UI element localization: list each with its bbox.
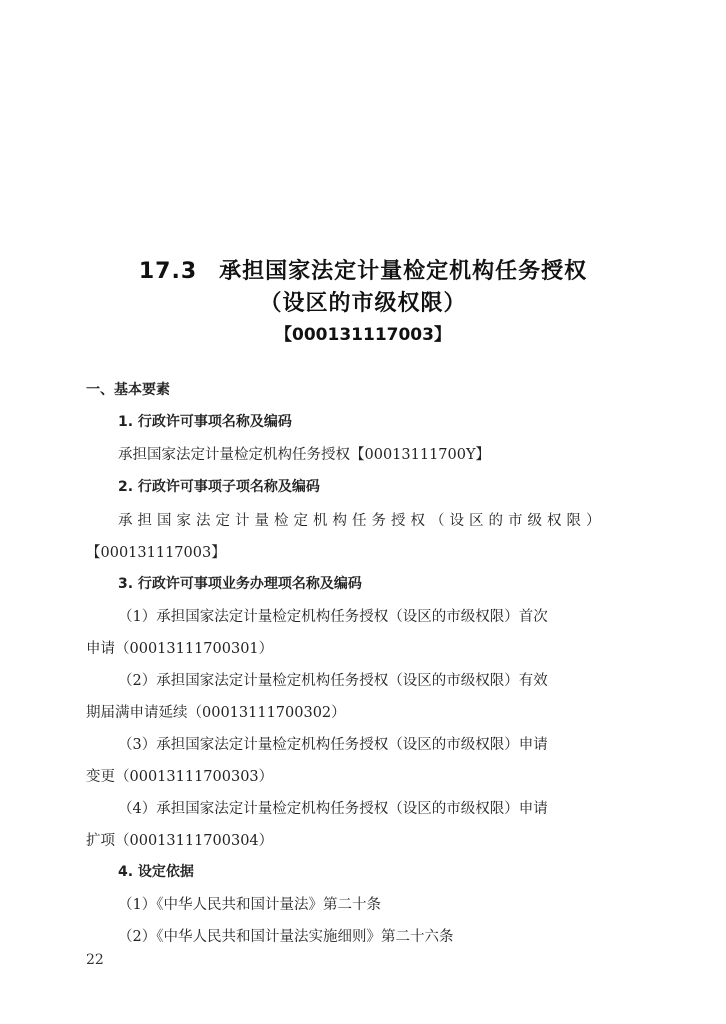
item3-entry-4-line1: （4）承担国家法定计量检定机构任务授权（设区的市级权限）申请 bbox=[118, 801, 548, 817]
title-main: 承担国家法定计量检定机构任务授权 bbox=[219, 259, 588, 284]
item2-text-line2: 【000131117003】 bbox=[86, 545, 226, 561]
item4-heading: 4. 设定依据 bbox=[118, 864, 194, 880]
item3-entry-1-line1: （1）承担国家法定计量检定机构任务授权（设区的市级权限）首次 bbox=[118, 609, 548, 625]
item1-heading: 1. 行政许可事项名称及编码 bbox=[118, 414, 292, 430]
section-heading: 一、基本要素 bbox=[86, 382, 170, 398]
document-title bbox=[0, 254, 726, 285]
item3-heading: 3. 行政许可事项业务办理项名称及编码 bbox=[118, 576, 362, 592]
title-code: 【000131117003】 bbox=[275, 325, 451, 345]
page-number: 22 bbox=[86, 952, 104, 968]
item3-entry-3-line1: （3）承担国家法定计量检定机构任务授权（设区的市级权限）申请 bbox=[118, 737, 548, 753]
item3-entry-2-line1: （2）承担国家法定计量检定机构任务授权（设区的市级权限）有效 bbox=[118, 673, 548, 689]
item3-entry-3-line2: 变更（00013111700303） bbox=[86, 769, 274, 785]
item1-text: 承担国家法定计量检定机构任务授权【00013111700Y】 bbox=[118, 447, 491, 463]
item3-entry-4-line2: 扩项（00013111700304） bbox=[86, 833, 274, 849]
item4-entry-2: （2）《中华人民共和国计量法实施细则》第二十六条 bbox=[118, 929, 454, 945]
item2-text-line1: 承担国家法定计量检定机构任务授权（设区的市级权限） bbox=[118, 513, 606, 529]
section-number: 17.3 bbox=[138, 259, 198, 284]
item3-entry-1-line2: 申请（00013111700301） bbox=[86, 641, 274, 657]
item3-entry-2-line2: 期届满申请延续（00013111700302） bbox=[86, 705, 346, 721]
item2-heading: 2. 行政许可事项子项名称及编码 bbox=[118, 479, 320, 495]
item4-entry-1: （1）《中华人民共和国计量法》第二十条 bbox=[118, 897, 381, 913]
title-subtitle: （设区的市级权限） bbox=[259, 291, 467, 316]
